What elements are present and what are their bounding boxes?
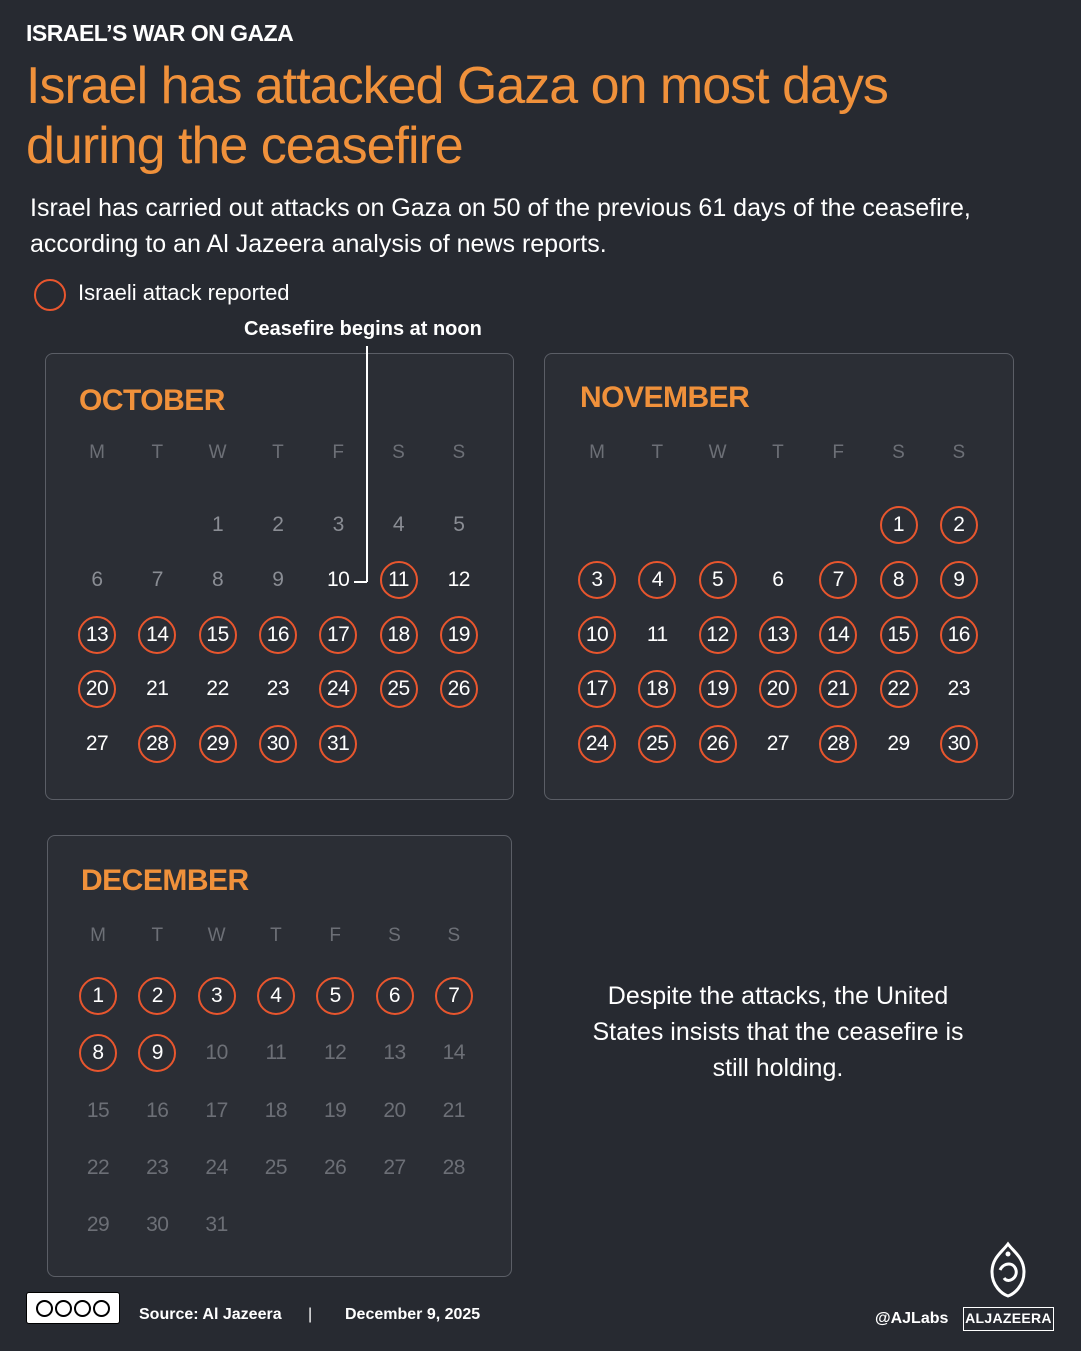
day-cell-attack: 29 [199, 725, 237, 763]
day-cell: 30 [146, 1213, 169, 1237]
weekday-label: F [329, 925, 341, 946]
day-cell: 22 [206, 677, 229, 701]
day-cell: 21 [146, 677, 169, 701]
aljazeera-wordmark: ALJAZEERA [963, 1307, 1054, 1331]
day-cell: 2 [272, 513, 284, 536]
day-cell-attack: 10 [578, 616, 616, 654]
annotation-leader-line [366, 346, 368, 582]
day-cell: 6 [772, 567, 784, 591]
weekday-label: S [447, 925, 461, 946]
day-cell-attack: 5 [699, 561, 737, 599]
weekday-label: W [207, 925, 226, 946]
day-cell-attack: 4 [638, 561, 676, 599]
day-cell-attack: 6 [376, 977, 414, 1015]
day-cell-attack: 24 [578, 725, 616, 763]
day-cell: 29 [887, 732, 910, 756]
day-cell-attack: 13 [78, 616, 116, 654]
day-cell-attack: 26 [440, 670, 478, 708]
day-cell: 21 [442, 1098, 465, 1122]
day-cell-attack: 7 [435, 977, 473, 1015]
note-text: Despite the attacks, the United States insists that the ceasefire is still holding. [592, 982, 964, 1082]
attack-circle-icon [34, 279, 66, 311]
day-cell-attack: 25 [638, 725, 676, 763]
day-cell: 29 [86, 1213, 110, 1237]
day-cell: 27 [766, 732, 790, 756]
weekday-label: M [89, 442, 105, 463]
day-cell-attack: 9 [138, 1034, 176, 1072]
day-cell-attack: 25 [380, 670, 418, 708]
day-cell: 10 [327, 567, 350, 591]
day-cell-attack: 8 [880, 561, 918, 599]
day-cell: 22 [86, 1155, 110, 1179]
aljazeera-logo-icon [984, 1240, 1032, 1300]
day-cell-attack: 1 [79, 977, 117, 1015]
day-cell: 15 [86, 1098, 110, 1122]
day-cell: 3 [332, 513, 344, 536]
weekday-label: S [892, 442, 905, 463]
day-cell: 20 [383, 1098, 406, 1122]
calendar-november [544, 353, 1014, 800]
day-cell-attack: 7 [819, 561, 857, 599]
day-cell-attack: 21 [819, 670, 857, 708]
source-credit: Source: Al Jazeera [139, 1306, 282, 1323]
footer-separator: | [308, 1306, 313, 1323]
day-cell-attack: 11 [380, 561, 418, 599]
day-cell: 23 [947, 677, 970, 701]
day-cell-attack: 2 [940, 506, 978, 544]
day-cell: 11 [265, 1041, 287, 1065]
day-cell: 16 [146, 1098, 169, 1122]
weekday-label: S [952, 442, 966, 463]
weekday-label: T [151, 925, 164, 946]
day-cell-attack: 5 [316, 977, 354, 1015]
calendar-october [45, 353, 514, 800]
social-handle: @AJLabs [875, 1310, 949, 1327]
weekday-label: W [708, 442, 727, 463]
footer [0, 1292, 1081, 1342]
day-cell: 5 [453, 513, 465, 536]
day-cell-attack: 17 [578, 670, 616, 708]
day-cell-attack: 26 [699, 725, 737, 763]
day-cell: 19 [324, 1098, 347, 1122]
day-cell: 24 [205, 1155, 228, 1179]
weekday-label: S [452, 442, 466, 463]
weekday-label: T [151, 442, 164, 463]
day-cell: 12 [447, 567, 470, 591]
day-cell-attack: 18 [638, 670, 676, 708]
weekday-label: M [90, 925, 106, 946]
weekday-label: T [272, 442, 284, 463]
day-cell-attack: 19 [699, 670, 737, 708]
day-cell-attack: 3 [578, 561, 616, 599]
day-cell-attack: 22 [880, 670, 918, 708]
month-title: NOVEMBER [580, 381, 750, 414]
day-cell: 26 [324, 1155, 347, 1179]
day-cell-attack: 30 [940, 725, 978, 763]
day-cell-attack: 15 [880, 616, 918, 654]
day-cell-attack: 20 [759, 670, 797, 708]
calendar-december [47, 835, 512, 1277]
day-cell-attack: 18 [380, 616, 418, 654]
day-cell-attack: 8 [79, 1034, 117, 1072]
day-cell-attack: 3 [198, 977, 236, 1015]
day-cell-attack: 1 [880, 506, 918, 544]
day-cell-attack: 24 [319, 670, 357, 708]
day-cell-attack: 13 [759, 616, 797, 654]
day-cell-attack: 31 [319, 725, 357, 763]
headline: Israel has attacked Gaza on most days during the ceasefire [26, 57, 888, 175]
day-cell: 12 [324, 1041, 347, 1065]
subhead: Israel has carried out attacks on Gaza on 50 of the previous 61 days of the ceasefire, according to an Al Jazeera analysis of news reports. [30, 194, 971, 258]
day-cell-attack: 16 [940, 616, 978, 654]
weekday-label: T [651, 442, 664, 463]
weekday-label: F [332, 442, 344, 463]
weekday-label: T [270, 925, 282, 946]
day-cell: 9 [272, 567, 284, 591]
day-cell: 27 [85, 732, 109, 756]
day-cell: 14 [442, 1041, 465, 1065]
weekday-label: S [392, 442, 405, 463]
weekday-label: W [208, 442, 227, 463]
day-cell: 11 [646, 622, 668, 646]
weekday-label: F [832, 442, 844, 463]
day-cell-attack: 15 [199, 616, 237, 654]
ceasefire-annotation: Ceasefire begins at noon [244, 318, 482, 340]
day-cell: 6 [91, 567, 103, 591]
weekday-label: T [772, 442, 784, 463]
day-cell-attack: 12 [699, 616, 737, 654]
day-cell-attack: 16 [259, 616, 297, 654]
legend [34, 274, 290, 312]
day-cell: 10 [205, 1041, 228, 1065]
annotation-leader-tick [354, 581, 367, 583]
day-cell: 18 [264, 1098, 288, 1122]
day-cell: 23 [146, 1155, 169, 1179]
weekday-label: M [589, 442, 605, 463]
legend-label: Israeli attack reported [78, 280, 290, 305]
day-cell-attack: 20 [78, 670, 116, 708]
day-cell-attack: 4 [257, 977, 295, 1015]
day-cell: 1 [212, 513, 224, 536]
day-cell-attack: 14 [138, 616, 176, 654]
cc-by-nc-sa-icon [26, 1292, 120, 1324]
day-cell: 17 [205, 1098, 228, 1122]
kicker: ISRAEL’S WAR ON GAZA [26, 20, 294, 46]
day-cell-attack: 19 [440, 616, 478, 654]
publish-date: December 9, 2025 [345, 1306, 481, 1323]
day-cell-attack: 28 [138, 725, 176, 763]
day-cell: 13 [383, 1041, 406, 1065]
day-cell-attack: 14 [819, 616, 857, 654]
day-cell-attack: 17 [319, 616, 357, 654]
month-title: DECEMBER [81, 864, 249, 897]
weekday-label: S [388, 925, 401, 946]
day-cell-attack: 28 [819, 725, 857, 763]
day-cell-attack: 30 [259, 725, 297, 763]
day-cell: 8 [212, 567, 224, 591]
day-cell: 7 [151, 567, 163, 591]
day-cell-attack: 2 [138, 977, 176, 1015]
day-cell-attack: 9 [940, 561, 978, 599]
day-cell: 4 [392, 513, 405, 536]
day-cell: 31 [205, 1213, 228, 1237]
day-cell: 27 [383, 1155, 406, 1179]
month-title: OCTOBER [79, 384, 225, 417]
day-cell: 28 [442, 1155, 465, 1179]
day-cell: 25 [264, 1155, 288, 1179]
day-cell: 23 [266, 677, 290, 701]
